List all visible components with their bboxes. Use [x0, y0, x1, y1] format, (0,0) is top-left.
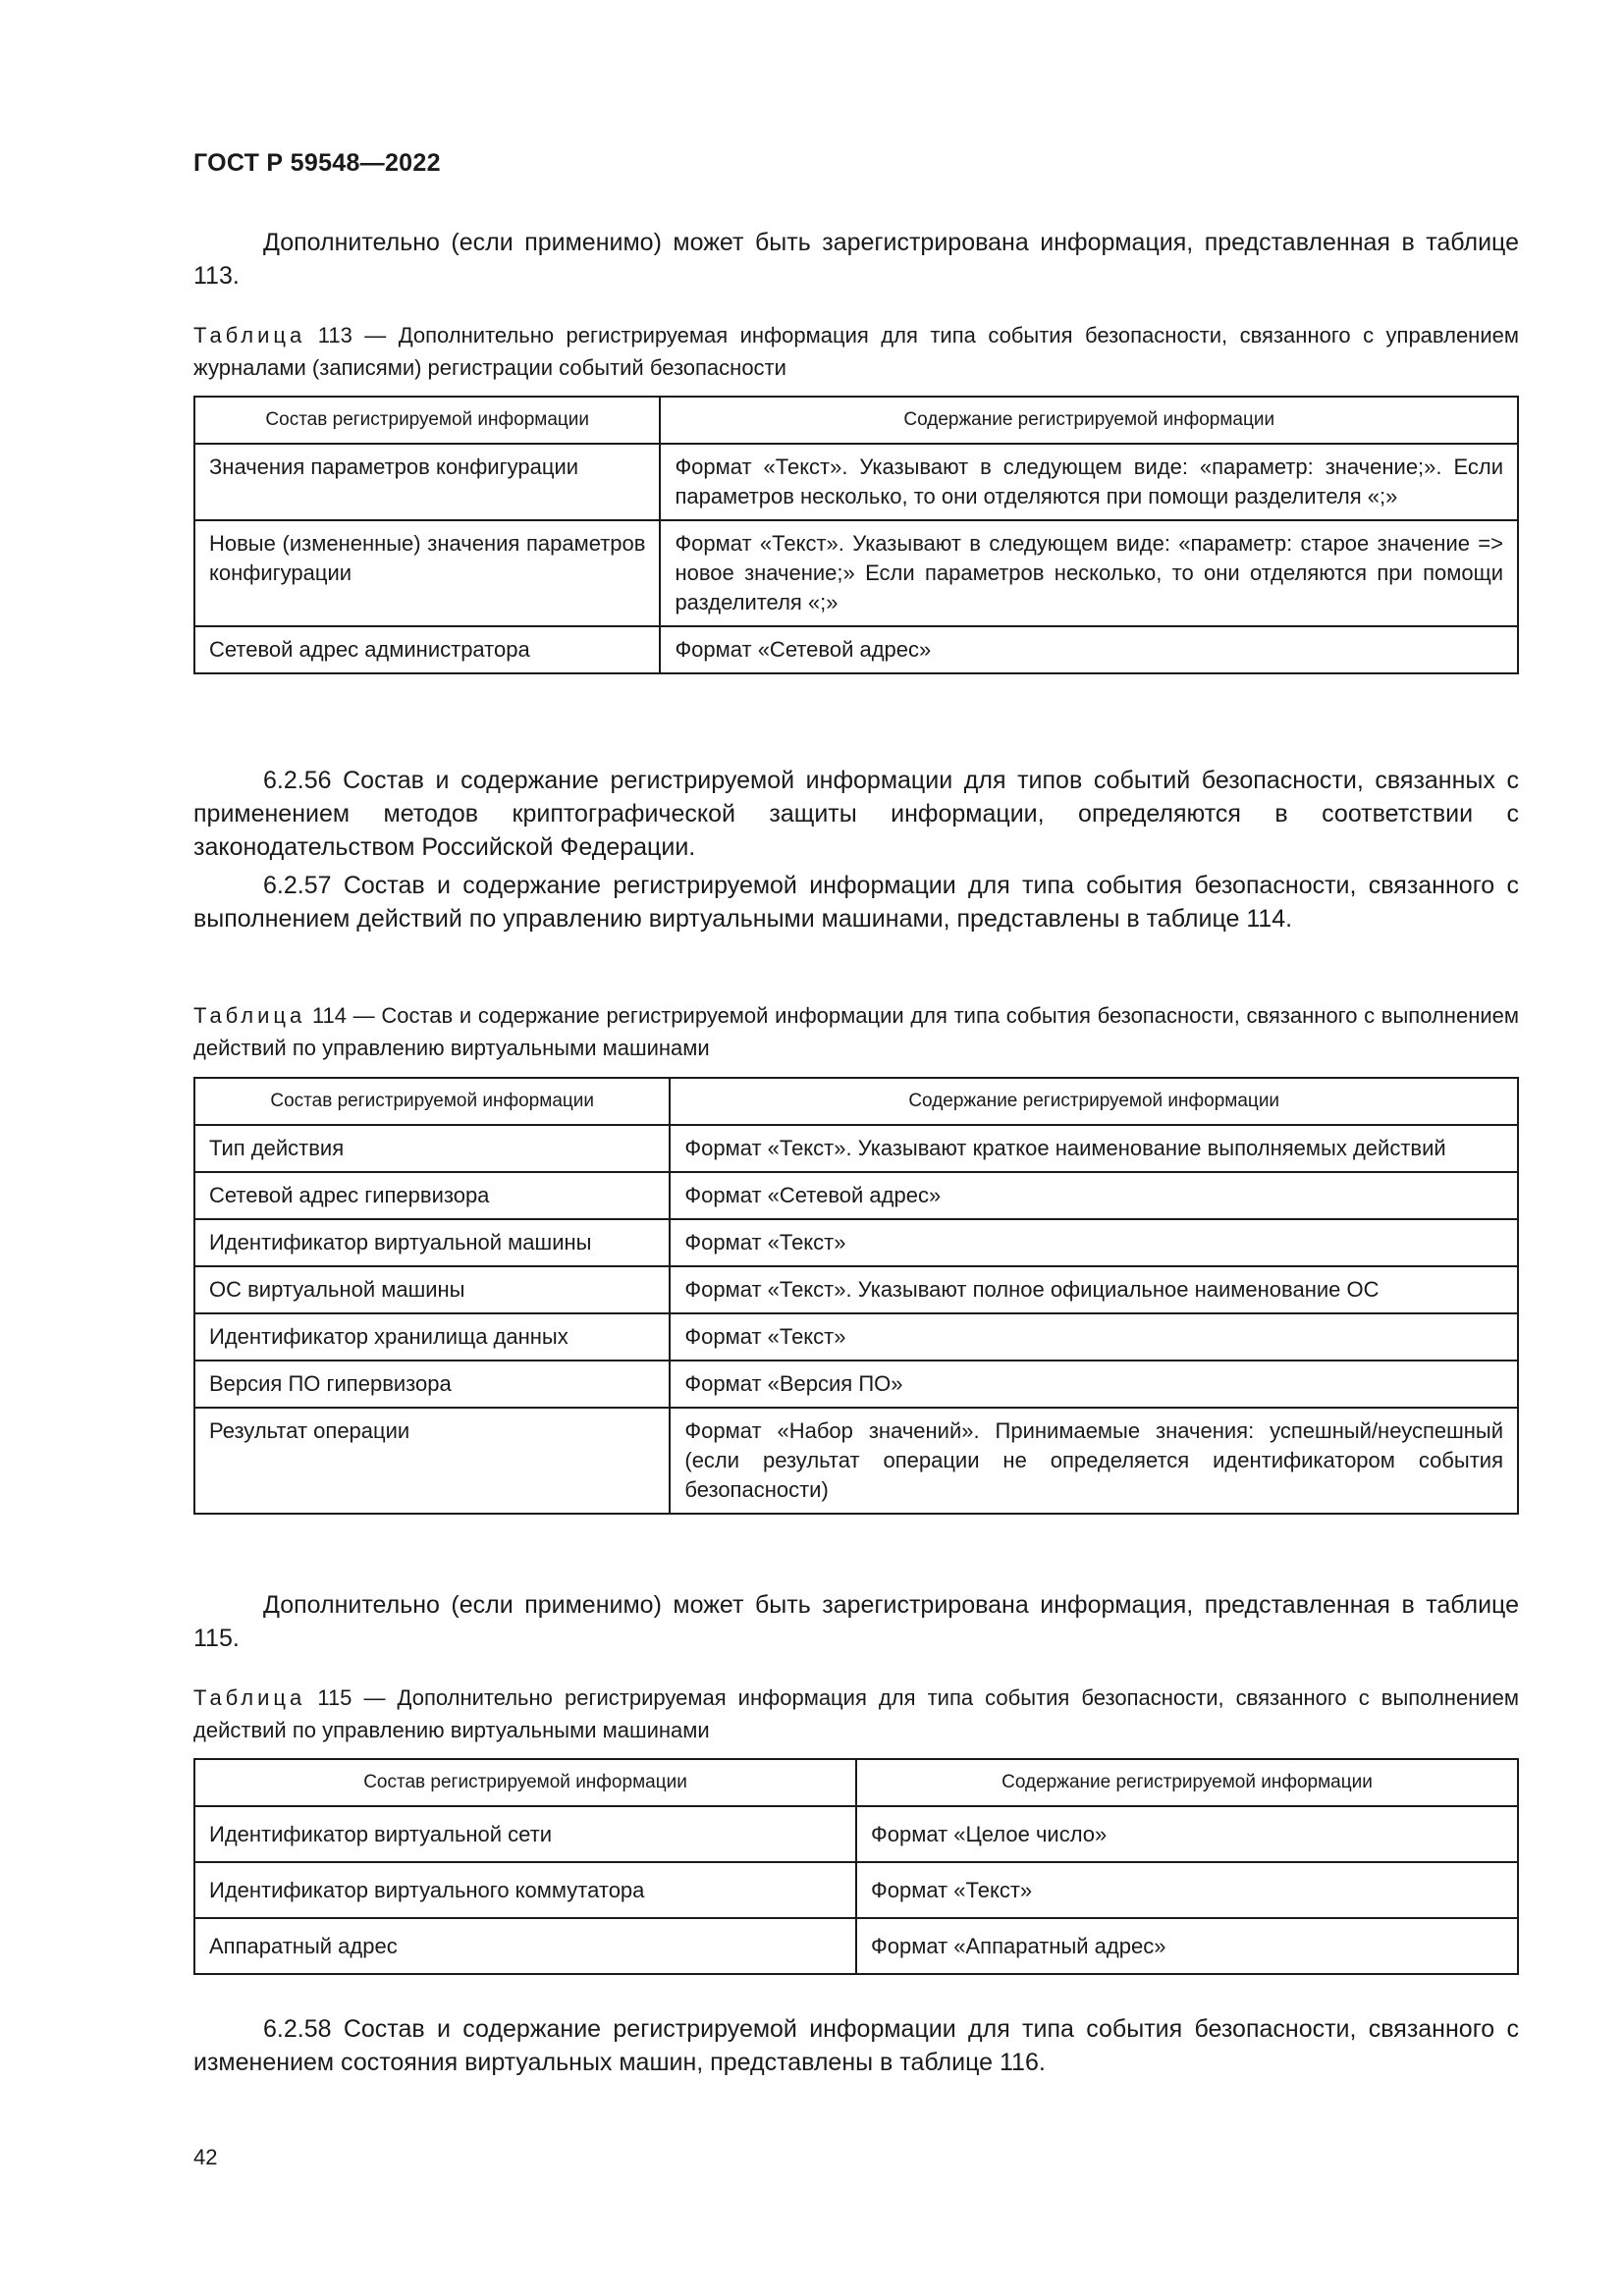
table-cell: Формат «Сетевой адрес»: [670, 1172, 1518, 1219]
standard-code-header: ГОСТ Р 59548—2022: [193, 149, 441, 177]
paragraph-text: 6.2.58 Состав и содержание регистрируемой информации для типа события безопасности, связанного с изменением состояния виртуальных машин, представлены в таблице 116.: [193, 2015, 1519, 2076]
table-caption-text: 115 — Дополнительно регистрируемая информация для типа события безопасности, связанного с выполнением действий по управлению виртуальными машинами: [193, 1685, 1519, 1742]
paragraph-text: 6.2.56 Состав и содержание регистрируемой информации для типов событий безопасности, связанных с применением методов криптографической защиты информации, определяются в соответствии с законодательством Российской Федерации.: [193, 767, 1519, 861]
table-header-cell: Содержание регистрируемой информации: [660, 397, 1518, 444]
table-cell: Тип действия: [194, 1125, 670, 1172]
table-115-caption: [193, 1682, 1519, 1746]
table-row: [194, 1219, 1518, 1266]
table-header-row: [194, 397, 1518, 444]
table-cell: Аппаратный адрес: [194, 1918, 856, 1974]
paragraph-intro-113: [193, 226, 1519, 293]
page-number: 42: [193, 2145, 218, 2169]
table-cell: Результат операции: [194, 1408, 670, 1514]
table-label: Таблица: [193, 1003, 306, 1028]
table-cell: Сетевой адрес гипервизора: [194, 1172, 670, 1219]
table-row: [194, 1806, 1518, 1862]
table-cell: ОС виртуальной машины: [194, 1266, 670, 1313]
table-row: [194, 1172, 1518, 1219]
table-cell: Формат «Текст». Указывают полное официальное наименование ОС: [670, 1266, 1518, 1313]
table-cell: Идентификатор виртуальной сети: [194, 1806, 856, 1862]
table-header-cell: Состав регистрируемой информации: [194, 1078, 670, 1125]
table-header-row: [194, 1759, 1518, 1806]
table-row: [194, 1361, 1518, 1408]
table-cell: Формат «Текст». Указывают краткое наименование выполняемых действий: [670, 1125, 1518, 1172]
paragraph-text: Дополнительно (если применимо) может быть зарегистрирована информация, представленная в таблице 113.: [193, 229, 1519, 290]
table-row: [194, 520, 1518, 626]
table-row: [194, 1862, 1518, 1918]
table-label: Таблица: [193, 1685, 306, 1710]
paragraph-6-2-57: [193, 869, 1519, 935]
table-cell: Версия ПО гипервизора: [194, 1361, 670, 1408]
table-cell: Формат «Набор значений». Принимаемые значения: успешный/неуспешный (если результат операции не определяется идентификатором события безопасности): [670, 1408, 1518, 1514]
table-cell: Сетевой адрес администратора: [194, 626, 660, 673]
table-label: Таблица: [193, 323, 306, 347]
table-row: [194, 1266, 1518, 1313]
table-header-cell: Состав регистрируемой информации: [194, 1759, 856, 1806]
table-row: [194, 1125, 1518, 1172]
table-header-cell: Содержание регистрируемой информации: [856, 1759, 1518, 1806]
table-cell: Идентификатор виртуального коммутатора: [194, 1862, 856, 1918]
table-cell: Формат «Текст»: [856, 1862, 1518, 1918]
table-cell: Формат «Аппаратный адрес»: [856, 1918, 1518, 1974]
table-cell: Значения параметров конфигурации: [194, 444, 660, 520]
table-row: [194, 1918, 1518, 1974]
table-114: [193, 1077, 1519, 1515]
paragraph-intro-115: [193, 1588, 1519, 1655]
table-115: [193, 1758, 1519, 1975]
table-cell: Формат «Текст». Указывают в следующем виде: «параметр: значение;». Если параметров несколько, то они отделяются при помощи разделителя «;»: [660, 444, 1518, 520]
table-row: [194, 1313, 1518, 1361]
table-113-caption: [193, 319, 1519, 384]
paragraph-6-2-56: [193, 764, 1519, 864]
table-caption-text: 113 — Дополнительно регистрируемая информация для типа события безопасности, связанного с управлением журналами (записями) регистрации событий безопасности: [193, 323, 1519, 380]
table-cell: Идентификатор виртуальной машины: [194, 1219, 670, 1266]
table-row: [194, 444, 1518, 520]
table-113: [193, 396, 1519, 674]
table-cell: Формат «Версия ПО»: [670, 1361, 1518, 1408]
table-cell: Формат «Сетевой адрес»: [660, 626, 1518, 673]
paragraph-6-2-58: [193, 2012, 1519, 2079]
table-caption-text: 114 — Состав и содержание регистрируемой информации для типа события безопасности, связанного с выполнением действий по управлению виртуальными машинами: [193, 1003, 1519, 1060]
table-cell: Формат «Текст». Указывают в следующем виде: «параметр: старое значение => новое значение;» Если параметров несколько, то они отделяются при помощи разделителя «;»: [660, 520, 1518, 626]
table-row: [194, 1408, 1518, 1514]
table-header-cell: Состав регистрируемой информации: [194, 397, 660, 444]
table-cell: Формат «Текст»: [670, 1313, 1518, 1361]
table-header-row: [194, 1078, 1518, 1125]
table-header-cell: Содержание регистрируемой информации: [670, 1078, 1518, 1125]
table-cell: Новые (измененные) значения параметров конфигурации: [194, 520, 660, 626]
paragraph-text: 6.2.57 Состав и содержание регистрируемой информации для типа события безопасности, связанного с выполнением действий по управлению виртуальными машинами, представлены в таблице 114.: [193, 872, 1519, 933]
paragraph-text: Дополнительно (если применимо) может быть зарегистрирована информация, представленная в таблице 115.: [193, 1591, 1519, 1652]
table-cell: Формат «Целое число»: [856, 1806, 1518, 1862]
table-cell: Формат «Текст»: [670, 1219, 1518, 1266]
table-cell: Идентификатор хранилища данных: [194, 1313, 670, 1361]
table-114-caption: [193, 999, 1519, 1064]
table-row: [194, 626, 1518, 673]
